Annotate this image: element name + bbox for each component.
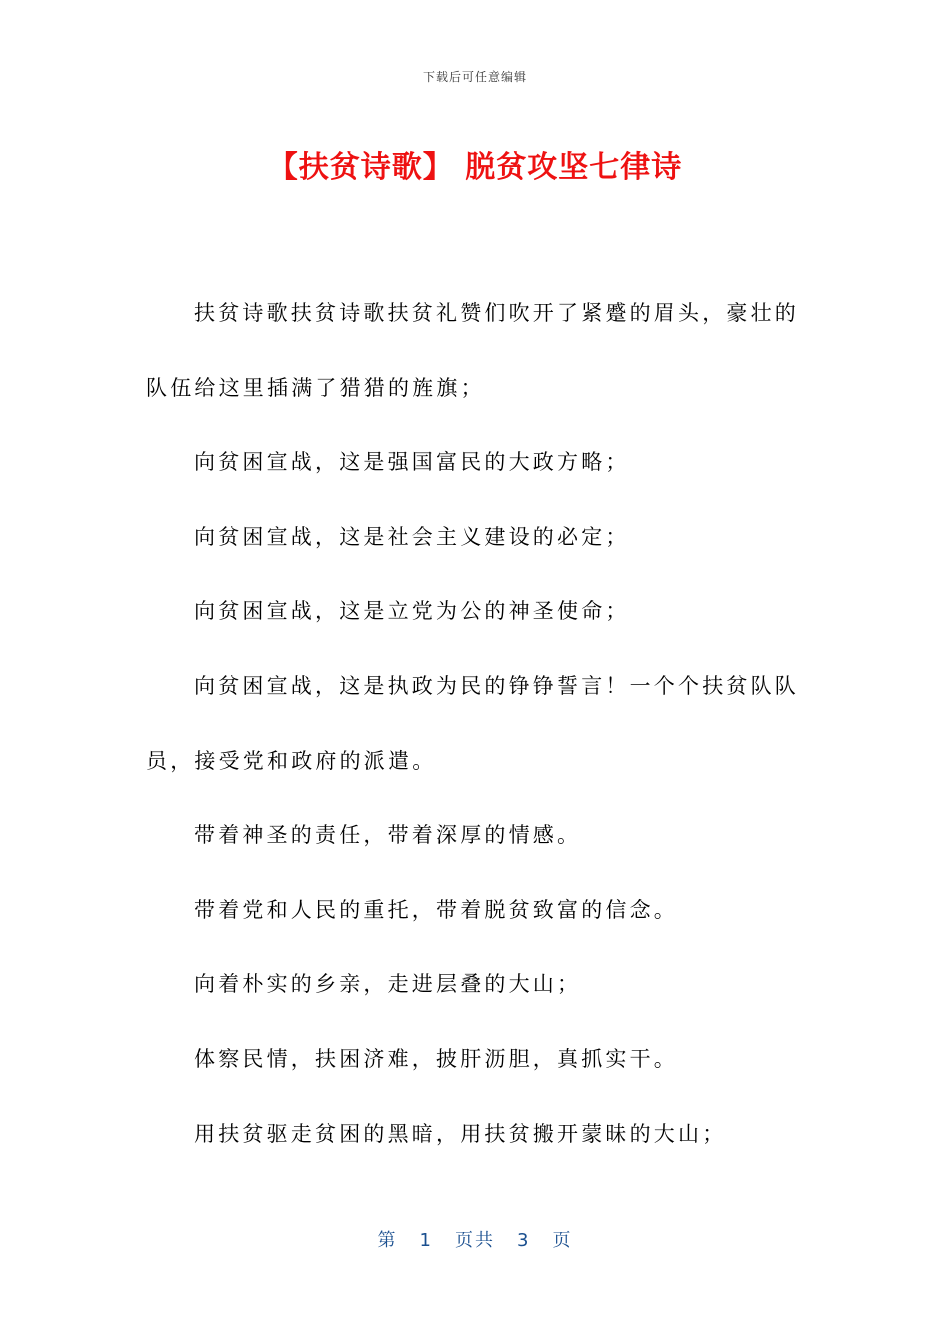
footer-suffix: 页	[552, 1230, 573, 1251]
footer-total-pages: 3	[517, 1230, 531, 1251]
footer-middle: 页共	[455, 1230, 495, 1251]
footer-current-page: 1	[419, 1230, 433, 1251]
paragraph: 扶贫诗歌扶贫诗歌扶贫礼赞们吹开了紧蹙的眉头，豪壮的队伍给这里插满了猎猎的旌旗；	[146, 301, 799, 400]
paragraph: 向着朴实的乡亲，走进层叠的大山；	[194, 972, 582, 997]
document-body	[146, 276, 806, 1171]
header-note: 下载后可任意编辑	[422, 70, 527, 84]
page-footer	[0, 1226, 950, 1252]
paragraph: 带着党和人民的重托，带着脱贫致富的信念。	[194, 897, 678, 922]
footer-prefix: 第	[377, 1230, 398, 1251]
paragraph: 向贫困宣战，这是执政为民的铮铮誓言！一个个扶贫队队员，接受党和政府的派遣。	[146, 673, 799, 773]
paragraph: 向贫困宣战，这是立党为公的神圣使命；	[194, 599, 630, 624]
paragraph: 向贫困宣战，这是社会主义建设的必定；	[194, 524, 630, 549]
paragraph: 向贫困宣战，这是强国富民的大政方略；	[194, 450, 630, 475]
paragraph: 用扶贫驱走贫困的黑暗，用扶贫搬开蒙昧的大山；	[194, 1121, 727, 1146]
paragraph: 带着神圣的责任，带着深厚的情感。	[194, 823, 582, 848]
page-title: 【扶贫诗歌】 脱贫攻坚七律诗	[267, 150, 683, 185]
paragraph: 体察民情，扶困济难，披肝沥胆，真抓实干。	[194, 1046, 678, 1071]
